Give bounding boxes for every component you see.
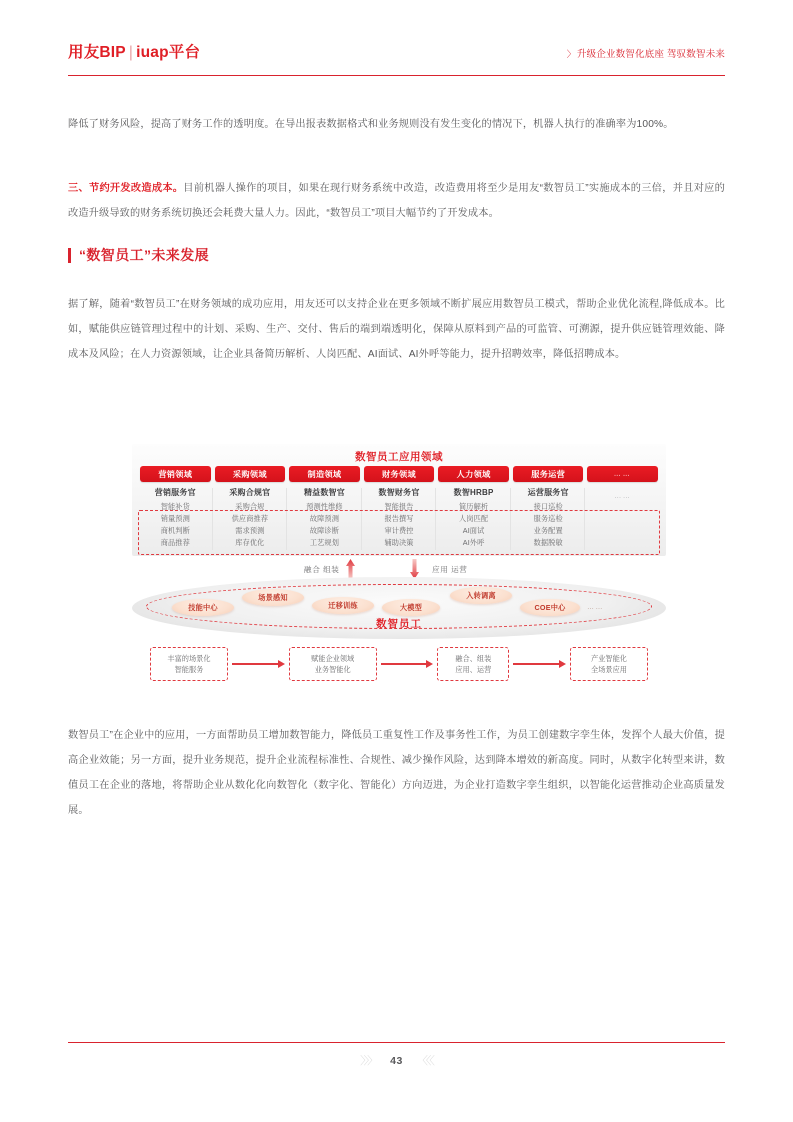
flow-step (570, 647, 648, 681)
domain-column (364, 466, 435, 548)
page-section-heading (68, 245, 209, 265)
domain-column (513, 466, 584, 548)
domain-items (459, 501, 488, 548)
domain-item: AI面试 (462, 526, 485, 535)
domain-header: 财务领域 (364, 466, 435, 482)
panel-title: 数智员工应用领域 (355, 451, 443, 463)
domain-header: 营销领域 (140, 466, 211, 482)
paragraph-3: 据了解，随着“数智员工”在财务领域的成功应用，用友还可以支持企业在更多领域不断扩展应用数智员工模式，帮助企业优化流程,降低成本。比如，赋能供应链管理过程中的计划、采购、生产、交付、售后的端到端透明化，保障从原料到产品的可监管、可溯源，提升供应链管理效能、降成本及风险；在人力资源领域，让企业具备简历解析、人岗匹配、AI面试、AI外呼等能力，提升招聘效率，降低招聘成本。 (68, 299, 725, 360)
flow-step-line2: 智能服务 (174, 665, 204, 674)
flow-arrow-head (278, 660, 285, 668)
chevrons-right-icon: 〈〈〈 (416, 1054, 433, 1067)
domain-item: 业务配置 (533, 526, 563, 535)
domain-item: 采购合规 (235, 502, 265, 511)
domain-item: 销量预测 (160, 514, 190, 523)
domain-item: 报告撰写 (384, 514, 414, 523)
domain-header: 采购领域 (215, 466, 286, 482)
chevrons-left-icon: 〉〉〉 (360, 1054, 377, 1067)
domain-item: 接口巡检 (533, 502, 563, 511)
flow-step-line2: 业务智能化 (314, 665, 351, 674)
flow-step (437, 647, 509, 681)
chevron-right-icon: 〉 (566, 49, 576, 59)
flow-arrow-icon (381, 659, 434, 669)
domain-column (438, 466, 509, 548)
domain-item: 服务巡检 (533, 514, 563, 523)
heading-accent-bar (68, 248, 71, 263)
domain-columns (140, 466, 658, 548)
domain-item: 商机判断 (160, 526, 190, 535)
flow-arrow-line (381, 663, 428, 665)
capability-bubble: 场景感知 (242, 589, 304, 606)
domain-item: 辅助决策 (384, 538, 414, 547)
capability-bubble: 大模型 (382, 599, 440, 616)
capability-bubble: COE中心 (520, 599, 580, 616)
domain-column (289, 466, 360, 548)
footer-pagination (68, 1055, 725, 1067)
domain-item: 人岗匹配 (459, 514, 489, 523)
flow-step-line1: 融合、组装 (455, 654, 492, 663)
page-footer (68, 1042, 725, 1082)
flow-arrow-head (559, 660, 566, 668)
domain-item: 智能报告 (384, 502, 414, 511)
capability-bubble: 入转调离 (450, 587, 512, 604)
value-flow-chain (132, 644, 666, 684)
domain-item: 供应商推荐 (231, 514, 269, 523)
flow-arrow-line (232, 663, 279, 665)
domain-item: 故障诊断 (309, 526, 340, 535)
domain-header: 服务运营 (513, 466, 584, 482)
domain-officer: 营销服务官 (154, 488, 196, 497)
flow-step (150, 647, 228, 681)
figure-digital-employee-architecture (132, 444, 666, 690)
arrow-up-label: 融合 组装 (304, 565, 340, 574)
flow-arrow-head (426, 660, 433, 668)
domain-column (140, 466, 211, 548)
section-heading-text: “数智员工”未来发展 (79, 247, 209, 263)
flow-step-line1: 赋能企业领域 (311, 654, 355, 663)
flow-step (289, 647, 377, 681)
capability-bubble: 迁移训练 (312, 597, 374, 614)
domain-item: 商品推荐 (160, 538, 190, 547)
flow-step-line2: 应用、运营 (455, 665, 492, 674)
domain-column (215, 466, 286, 548)
domain-item: 数据脱敏 (533, 538, 563, 547)
arrow-down-label: 应用 运营 (432, 565, 468, 574)
flow-arrow-line (513, 663, 560, 665)
domain-items (306, 501, 342, 548)
flow-step-line2: 全场景应用 (591, 665, 627, 674)
domain-item-ellipsis: …… (614, 491, 632, 500)
domain-item: 预测性维修 (306, 502, 343, 511)
domain-item: AI外呼 (462, 538, 485, 547)
domain-column-more (587, 466, 658, 548)
digital-employee-platform (132, 577, 666, 639)
brand-primary: 用友BIP (68, 44, 126, 61)
paragraph-2-lead: 三、节约开发改造成本。 (68, 183, 184, 194)
domain-officer: 精益数智官 (303, 488, 345, 497)
domain-items (161, 501, 190, 548)
capability-bubble: 技能中心 (172, 599, 234, 616)
page-header (68, 44, 725, 76)
brand-logo (68, 45, 200, 61)
domain-items (614, 490, 631, 501)
domain-header-ellipsis: …… (587, 466, 658, 482)
domain-header: 人力领域 (438, 466, 509, 482)
domain-item: 库存优化 (235, 538, 265, 547)
paragraph-2 (68, 176, 725, 226)
domain-item: 简历解析 (459, 502, 489, 511)
paragraph-4: 数智员工”在企业中的应用，一方面帮助员工增加数智能力，降低员工重复性工作及事务性工作，为员工创建数字孪生体，发挥个人最大价值，提高企业效能；另一方面，提升业务规范，提升企业流程标准性、合规性、减少操作风险，达到降本增效的新高度。同时，从数字化转型来讲，数值员工在企业的落地，将帮助企业从数化化向数智化（数字化、智能化）方向迈进，为企业打造数字孪生组织，以智能化运营推动企业高质量发展。 (68, 730, 725, 816)
domain-item: 故障预测 (309, 514, 340, 523)
domain-items (384, 501, 413, 548)
flow-arrow-icon (232, 659, 285, 669)
paragraph-2-body: 目前机器人操作的项目，如果在现行财务系统中改造，改造费用将至少是用友“数智员工”实施成本的三倍，并且对应的改造升级导致的财务系统切换还会耗费大量人力。因此，“数智员工”项目大幅节约了开发成本。 (68, 183, 725, 219)
domain-officer: 数智HRBP (453, 488, 494, 497)
header-tagline (567, 50, 725, 60)
domain-item: 审计费控 (384, 526, 414, 535)
domain-item: 智能补货 (160, 502, 190, 511)
domain-item: 工艺规划 (309, 538, 340, 547)
header-tagline-text: 升级企业数智化底座 驾驭数智未来 (576, 49, 725, 60)
flow-arrow-icon (513, 659, 566, 669)
flow-step-line1: 丰富的场景化 (167, 654, 211, 663)
flow-step-line1: 产业智能化 (591, 654, 627, 663)
domain-items (232, 501, 268, 548)
domain-header: 制造领域 (289, 466, 360, 482)
domain-item: 需求预测 (235, 526, 265, 535)
domain-officer: 采购合规官 (229, 488, 271, 497)
paragraph-1: 降低了财务风险，提高了财务工作的透明度。在导出报表数据格式和业务规则没有发生变化的情况下，机器人执行的准确率为100%。 (68, 119, 674, 130)
brand-divider: | (128, 44, 134, 61)
arrow-up-icon (346, 559, 355, 579)
brand-secondary: iuap平台 (136, 44, 201, 61)
arrow-down-icon (410, 559, 419, 579)
domain-items (534, 501, 563, 548)
application-domains-panel (132, 444, 666, 556)
capability-bubble-ellipsis: …… (587, 604, 604, 611)
domain-officer: 运营服务官 (527, 488, 569, 497)
page-number: 43 (390, 1055, 403, 1067)
platform-title: 数智员工 (376, 618, 422, 630)
domain-officer: 数智财务官 (378, 488, 420, 497)
